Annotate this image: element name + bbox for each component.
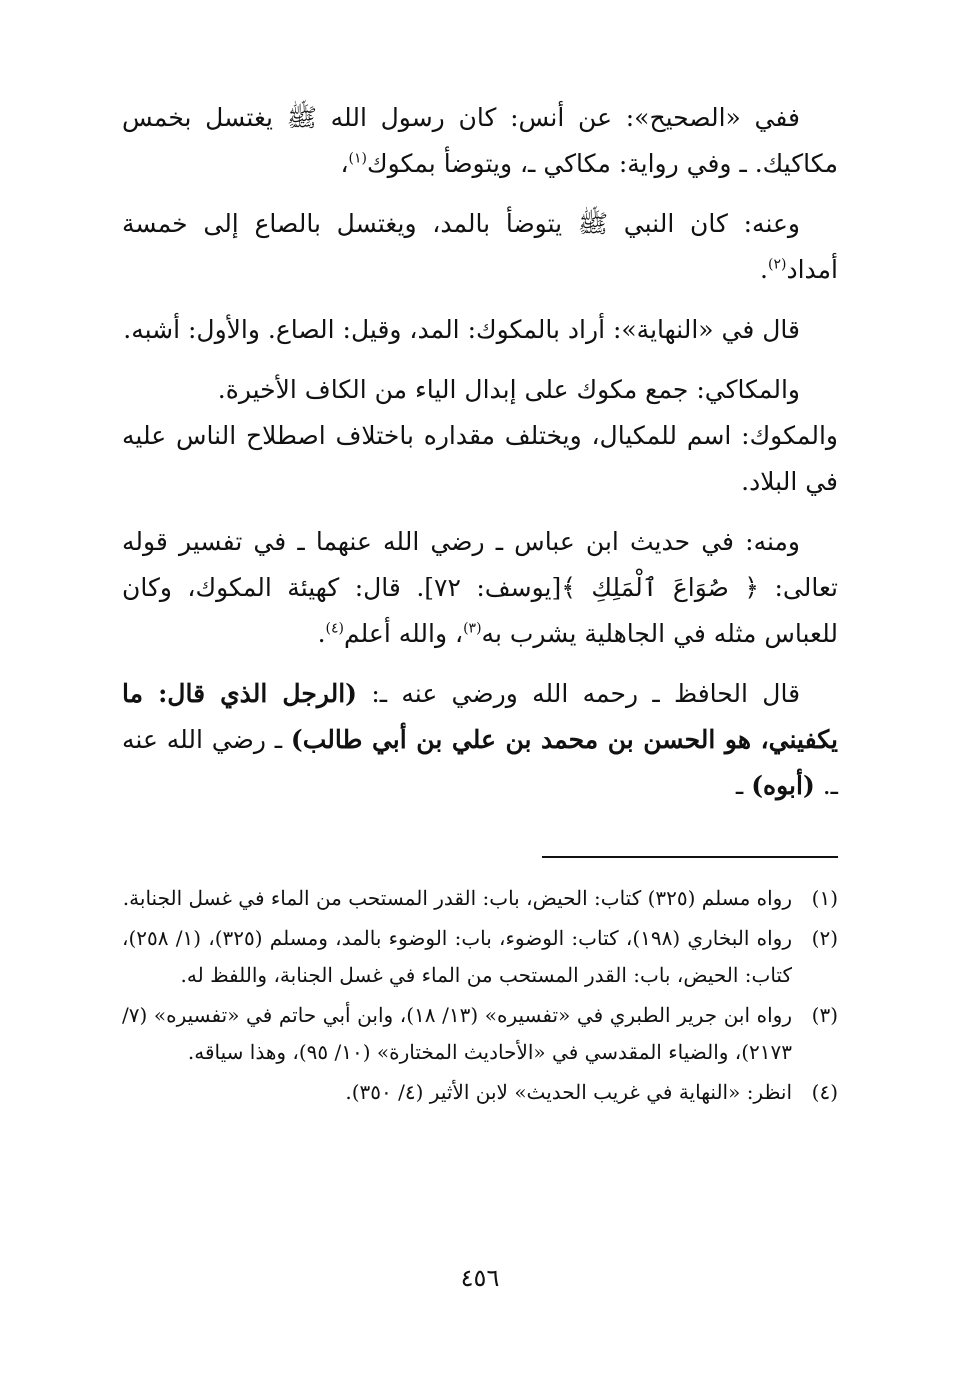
footnotes <box>122 880 838 1114</box>
bold-phrase: (أبوه) <box>751 771 815 800</box>
footnote-text: رواه ابن جرير الطبري في «تفسيره» (١٣/ ١٨)، وابن أبي حاتم في «تفسيره» (٧/ ٢١٧٣)، والضياء المقدسي في «الأحاديث المختارة» (١٠/ ٩٥)، وهذا سياقه. <box>122 1003 792 1064</box>
paragraph: وعنه: كان النبي ﷺ يتوضأ بالمد، ويغتسل بالصاع إلى خمسة أمداد$^{(٢)}$. <box>122 209 838 284</box>
footnote <box>122 920 838 994</box>
footnote-number: (٣) <box>811 1003 838 1027</box>
main-text <box>122 95 838 823</box>
paragraph: والمكاكي: جمع مكوك على إبدال الياء من الكاف الأخيرة. <box>217 375 800 404</box>
page-number: ٤٥٦ <box>460 1264 500 1292</box>
footnote <box>122 880 838 917</box>
footnote-divider <box>542 856 838 858</box>
footnote-number: (١) <box>811 886 838 910</box>
footnote-ref[interactable]: (٤) <box>325 620 345 637</box>
paragraph: والمكوك: اسم للمكيال، ويختلف مقداره باختلاف اصطلاح الناس عليه في البلاد. <box>122 421 838 496</box>
paragraph: قال في «النهاية»: أراد بالمكوك: المد، وقيل: الصاع. والأول: أشبه. <box>123 315 800 344</box>
footnote-text: رواه مسلم (٣٢٥) كتاب: الحيض، باب: القدر المستحب من الماء في غسل الجنابة. <box>122 886 792 910</box>
bold-phrase: (الرجل الذي قال: ما يكفيني، <box>122 679 838 754</box>
footnote <box>122 997 838 1071</box>
paragraph: ومنه: في حديث ابن عباس ـ رضي الله عنهما ـ في تفسير قوله تعالى: ﴿ صُوَاعَ ٱلْمَلِكِ ﴾[يوسف: ٧٢]. قال: كهيئة المكوك، وكان للعباس مثله في الجاهلية يشرب به$^{(٣)}$، والله أعلم$^{(٤)}$. <box>122 527 839 648</box>
paragraph: ففي «الصحيح»: عن أنس: كان رسول الله ﷺ يغتسل بخمس مكاكيك. ـ وفي رواية: مكاكي ـ، ويتوضأ بمكوك$^{(١)}$، <box>122 103 838 178</box>
footnote <box>122 1074 838 1111</box>
footnote-number: (٢) <box>811 926 838 950</box>
bold-phrase: هو الحسن بن محمد بن علي بن أبي طالب) <box>290 725 761 754</box>
footnote-ref[interactable]: (١) <box>348 150 368 167</box>
footnote-text: انظر: «النهاية في غريب الحديث» لابن الأثير (٤/ ٣٥٠). <box>345 1080 792 1104</box>
paragraph: قال الحافظ ـ رحمه الله ورضي عنه ـ: (الرجل الذي قال: ما يكفيني، هو الحسن بن محمد بن علي بن أبي طالب) ـ رضي الله عنه ـ. (أبوه) ـ <box>122 679 838 800</box>
footnote-ref[interactable]: (٣) <box>463 620 482 637</box>
footnote-ref[interactable]: (٢) <box>767 256 787 273</box>
footnote-number: (٤) <box>811 1080 838 1104</box>
footnote-text: رواه البخاري (١٩٨)، كتاب: الوضوء، باب: الوضوء بالمد، ومسلم (٣٢٥)، (١/ ٢٥٨)، كتاب: الحيض، باب: القدر المستحب من الماء في غسل الجنابة، واللفظ له. <box>122 926 792 987</box>
